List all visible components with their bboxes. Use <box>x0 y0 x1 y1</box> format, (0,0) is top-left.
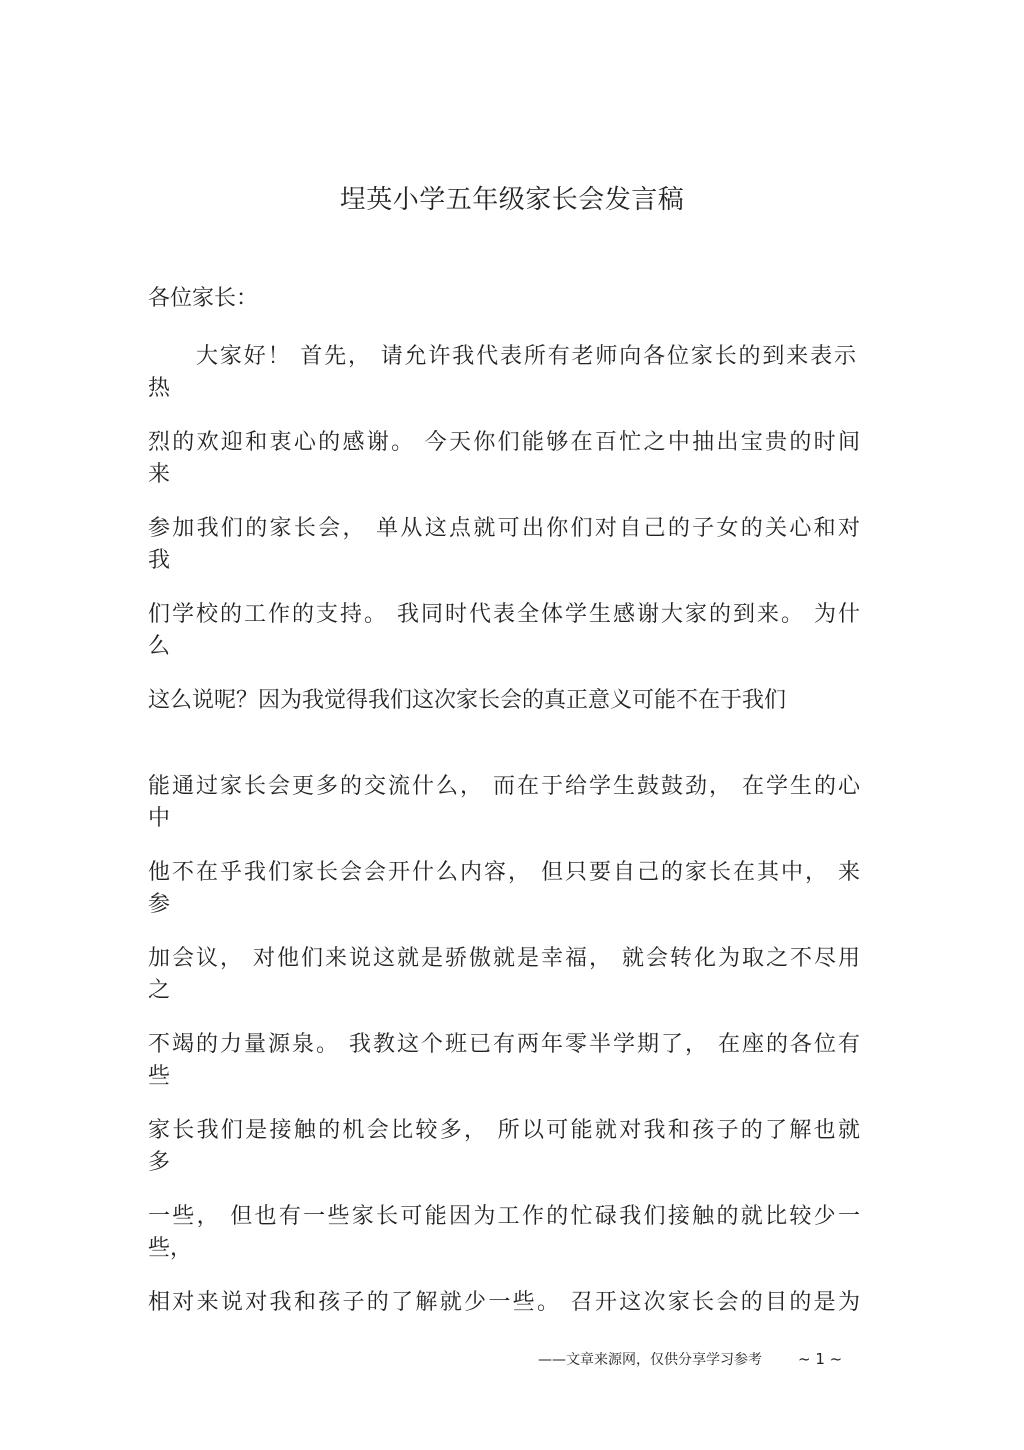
text-line-wrap: 多 <box>148 1150 171 1175</box>
text-line <box>148 940 868 1026</box>
text-line <box>148 768 868 854</box>
text-line-main: 参加我们的家长会， 单从这点就可出你们对自己的子女的关心和对 <box>148 516 860 541</box>
text-line-main: 能通过家长会更多的交流什么， 而在于给学生鼓鼓劲， 在学生的心 <box>148 774 860 799</box>
text-line-main: 大家好！ 首先， 请允许我代表所有老师向各位家长的到来表示 <box>196 344 856 369</box>
text-line-main: 烈的欢迎和衷心的感谢。 今天你们能够在百忙之中抽出宝贵的时间 <box>148 430 860 455</box>
text-line-wrap: 参 <box>148 892 171 917</box>
text-line-main: 不竭的力量源泉。 我教这个班已有两年零半学期了， 在座的各位有 <box>148 1032 860 1057</box>
footer-source-note: ——文章来源网，仅供分享学习参考 <box>538 1352 762 1368</box>
text-line-main: 相对来说对我和孩子的了解就少一些。 召开这次家长会的目的是为 <box>148 1290 860 1315</box>
text-line-main: 他不在乎我们家长会会开什么内容， 但只要自己的家长在其中， 来 <box>148 860 860 885</box>
text-line <box>148 1112 868 1198</box>
text-line <box>148 596 868 682</box>
text-line-wrap: 之 <box>148 978 171 1003</box>
text-line <box>148 424 868 510</box>
text-line <box>148 682 868 768</box>
text-line <box>148 1026 868 1112</box>
text-line-wrap: 来 <box>148 462 171 487</box>
text-line <box>148 338 868 424</box>
text-line-wrap: 么 <box>148 634 171 659</box>
page-number: ~ 1 ~ <box>798 1350 843 1368</box>
text-line-main: 加会议， 对他们来说这就是骄傲就是幸福， 就会转化为取之不尽用 <box>148 946 860 971</box>
text-line <box>148 1198 868 1284</box>
text-line-main: 们学校的工作的支持。 我同时代表全体学生感谢大家的到来。 为什 <box>148 602 860 627</box>
text-line-main: 一些， 但也有一些家长可能因为工作的忙碌我们接触的就比较少一 <box>148 1204 860 1229</box>
text-line-wrap: 我 <box>148 548 171 573</box>
text-line <box>148 854 868 940</box>
body-text <box>148 338 868 1370</box>
salutation: 各位家长： <box>148 286 259 311</box>
text-line <box>148 510 868 596</box>
text-line-wrap: 些， <box>148 1236 193 1261</box>
text-line-main: 家长我们是接触的机会比较多， 所以可能就对我和孩子的了解也就 <box>148 1118 860 1143</box>
text-line-wrap: 中 <box>148 806 171 831</box>
text-line-wrap: 热 <box>148 376 171 401</box>
text-line-main: 这么说呢？因为我觉得我们这次家长会的真正意义可能不在于我们 <box>148 688 787 713</box>
text-line-wrap: 些 <box>148 1064 171 1089</box>
document-title: 埕英小学五年级家长会发言稿 <box>339 185 685 215</box>
